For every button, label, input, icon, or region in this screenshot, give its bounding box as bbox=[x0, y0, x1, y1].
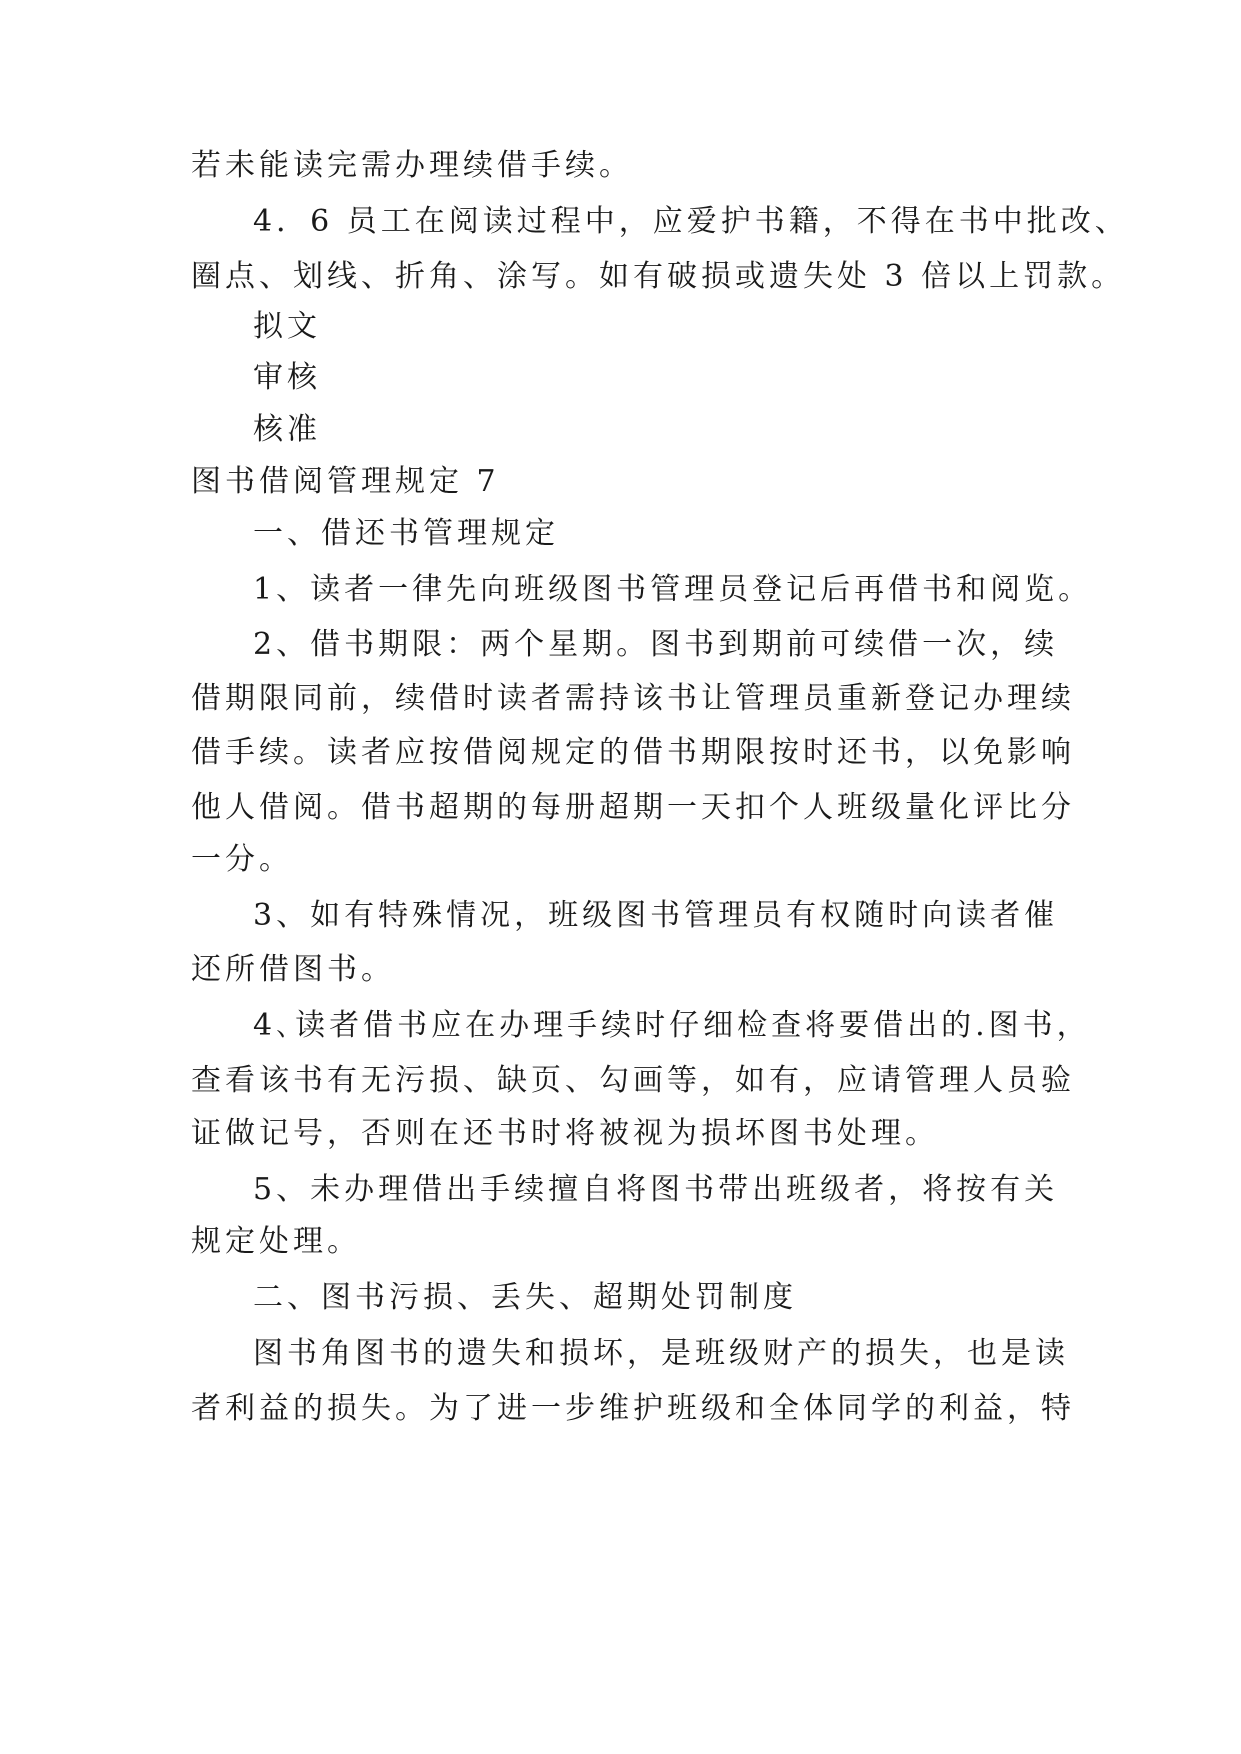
text-line: 5、未办理借出手续擅自将图书带出班级者，将按有关 bbox=[253, 1172, 1059, 1207]
text-line: 借手续。读者应按借阅规定的借书期限按时还书，以免影响 bbox=[191, 735, 1075, 770]
text-line: 证做记号，否则在还书时将被视为损坏图书处理。 bbox=[191, 1116, 939, 1151]
text-line: 若未能读完需办理续借手续。 bbox=[191, 148, 633, 183]
text-line: 4．6 员工在阅读过程中，应爱护书籍，不得在书中批改、 bbox=[253, 204, 1129, 239]
signoff-approved: 核准 bbox=[253, 412, 321, 447]
text-line: 4､读者借书应在办理手续时仔细检查将要借出的.图书， bbox=[253, 1008, 1091, 1043]
text-line: 2、借书期限：两个星期。图书到期前可续借一次，续 bbox=[253, 627, 1059, 662]
text-line: 他人借阅。借书超期的每册超期一天扣个人班级量化评比分 bbox=[191, 790, 1075, 825]
text-line: 规定处理。 bbox=[191, 1224, 361, 1259]
signoff-reviewed: 审核 bbox=[253, 360, 321, 395]
text-line: 者利益的损失。为了进一步维护班级和全体同学的利益，特 bbox=[191, 1391, 1075, 1426]
text-line: 1、读者一律先向班级图书管理员登记后再借书和阅览。 bbox=[253, 572, 1093, 607]
text-line: 图书角图书的遗失和损坏，是班级财产的损失，也是读 bbox=[253, 1336, 1069, 1371]
text-line: 借期限同前，续借时读者需持该书让管理员重新登记办理续 bbox=[191, 681, 1075, 716]
section-heading: 二、图书污损、丢失、超期处罚制度 bbox=[253, 1280, 797, 1315]
text-line: 还所借图书。 bbox=[191, 952, 395, 987]
text-line: 查看该书有无污损、缺页、勾画等，如有，应请管理人员验 bbox=[191, 1063, 1075, 1098]
section-title: 图书借阅管理规定 7 bbox=[191, 464, 500, 499]
section-heading: 一、借还书管理规定 bbox=[253, 516, 559, 551]
text-line: 3、如有特殊情况，班级图书管理员有权随时向读者催 bbox=[253, 898, 1059, 933]
text-line: 圈点、划线、折角、涂写。如有破损或遗失处 3 倍以上罚款。 bbox=[191, 259, 1126, 294]
signoff-drafted: 拟文 bbox=[253, 309, 321, 344]
text-line: 一分。 bbox=[191, 842, 293, 877]
